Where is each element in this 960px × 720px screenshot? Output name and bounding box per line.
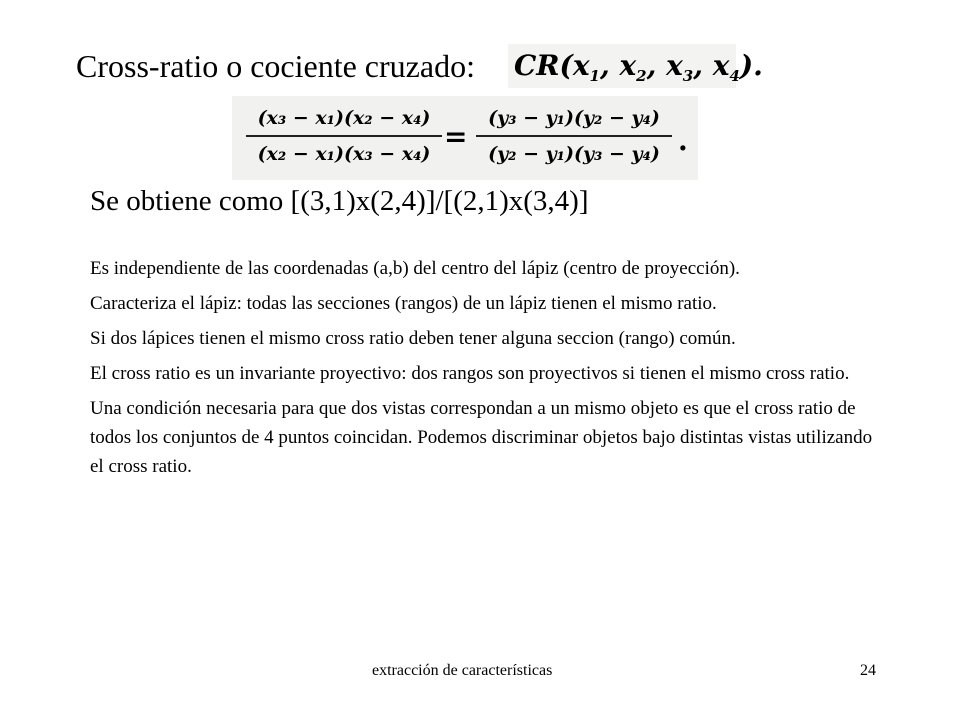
page-number: 24 — [860, 662, 876, 679]
equals-sign: = — [444, 120, 468, 153]
paragraph: Caracteriza el lápiz: todas las secciones (rangos) de un lápiz tienen el mismo ratio. — [90, 293, 717, 314]
slide-title: Cross-ratio o cociente cruzado: — [76, 48, 475, 84]
paragraph: Una condición necesaria para que dos vistas correspondan a un mismo objeto es que el cross ratio de todos los conjuntos de 4 puntos coincidan. Podemos discriminar objetos bajo distintas vistas utilizando el cross ratio. — [90, 398, 873, 477]
rhs-fraction-bar — [476, 135, 672, 137]
cross-ratio-equation-image — [232, 96, 698, 180]
paragraph: Si dos lápices tienen el mismo cross ratio deben tener alguna seccion (rango) común. — [90, 328, 736, 349]
rhs-denominator: (y₂ − y₁)(y₃ − y₄) — [488, 143, 660, 165]
cr-arg-2: $x_2$ — [619, 49, 647, 85]
cr-arg-3: $x_3$ — [666, 49, 694, 85]
paragraph: Es independiente de las coordenadas (a,b) del centro del lápiz (centro de proyección). — [90, 258, 740, 279]
cr-arg-4: $x_4$ — [712, 49, 740, 85]
lhs-fraction — [246, 102, 442, 170]
cross-ratio-notation-image: $CR(x_1$, $x_2$, $x_3$, $x_4$). — [508, 44, 736, 88]
cr-prefix: CR( — [514, 49, 573, 82]
lhs-numerator: (x₃ − x₁)(x₂ − x₄) — [257, 107, 431, 129]
lhs-fraction-bar — [246, 135, 442, 137]
rhs-fraction — [476, 102, 672, 170]
rhs-numerator: (y₃ − y₁)(y₂ − y₄) — [488, 107, 660, 129]
lhs-denominator: (x₂ − x₁)(x₃ − x₄) — [257, 143, 431, 165]
equation-period: . — [678, 124, 688, 157]
cr-suffix: ). — [739, 49, 763, 82]
paragraph: El cross ratio es un invariante proyectivo: dos rangos son proyectivos si tienen el mismo cross ratio. — [90, 363, 850, 384]
slide-subtitle: Se obtiene como [(3,1)x(2,4)]/[(2,1)x(3,4)] — [90, 185, 589, 217]
body-paragraphs — [90, 254, 890, 487]
footer-text: extracción de características — [372, 662, 553, 679]
cr-arg-1: $x_1$ — [572, 49, 600, 85]
